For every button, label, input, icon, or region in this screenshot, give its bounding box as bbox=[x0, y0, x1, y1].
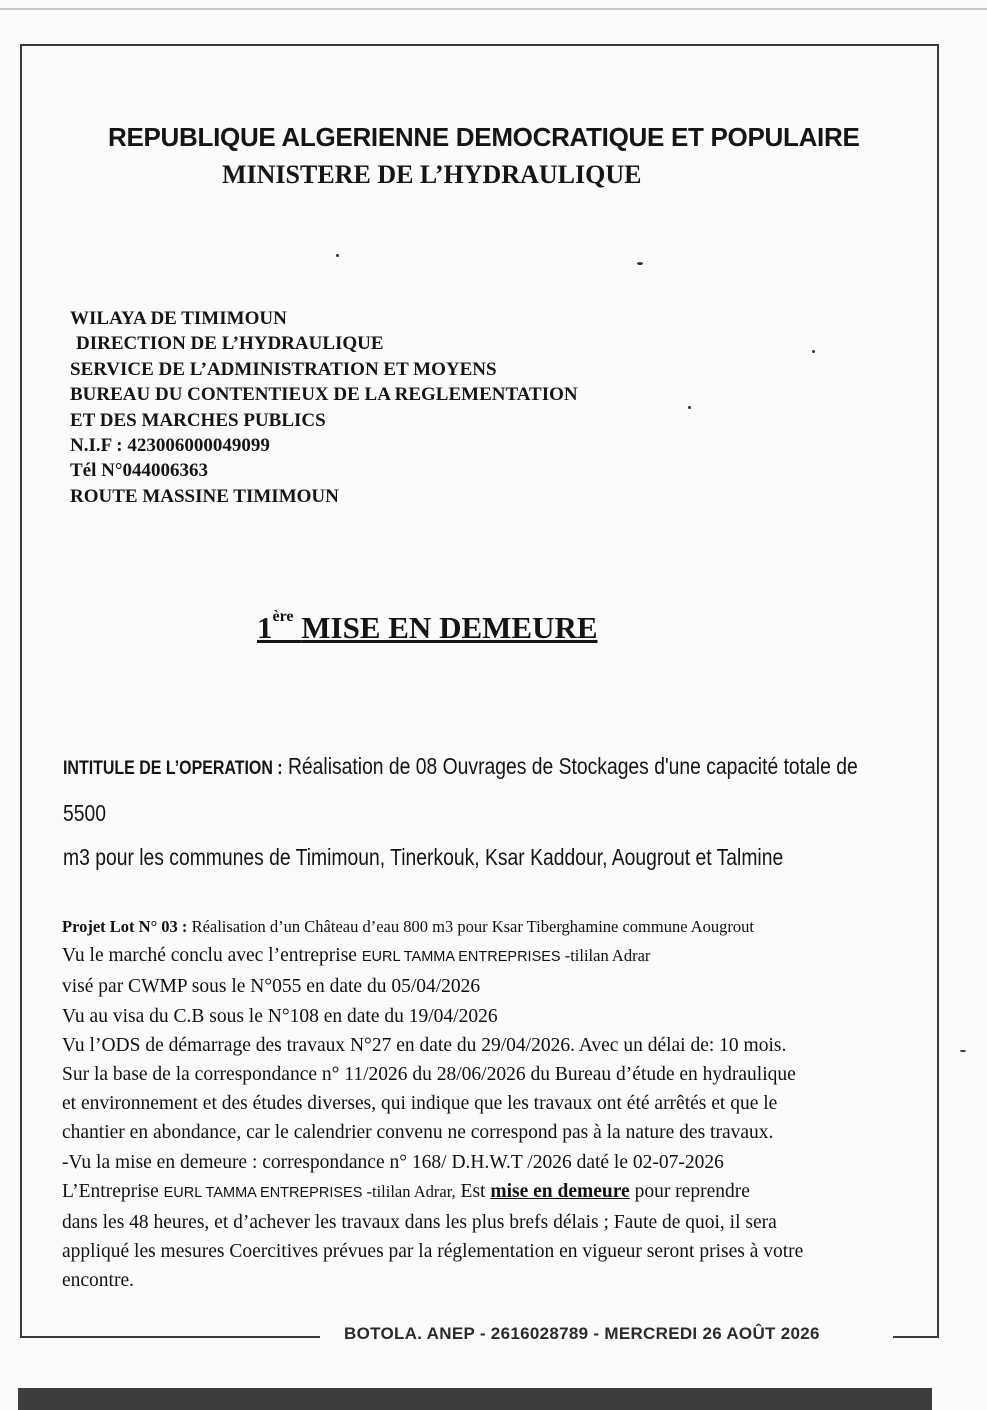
body-line-9f: pour reprendre bbox=[629, 1180, 750, 1202]
scan-speck bbox=[812, 350, 815, 353]
operation-label: INTITULE DE L’OPERATION : bbox=[63, 758, 283, 779]
body-line-10: dans les 48 heures, et d’achever les travaux dans les plus brefs délais ; Faute de quoi, il sera bbox=[62, 1212, 777, 1234]
route-line: ROUTE MASSINE TIMIMOUN bbox=[70, 485, 339, 507]
company-name-2: EURL TAMMA ENTREPRISES bbox=[163, 1184, 363, 1201]
scan-speck bbox=[336, 254, 339, 257]
operation-line-1: Réalisation de 08 Ouvrages de Stockages d'une capacité totale de 5500 bbox=[63, 753, 858, 826]
document-title bbox=[257, 610, 598, 646]
body-line-7: chantier en abondance, car le calendrier convenu ne correspond pas à la nature des travaux. bbox=[62, 1122, 774, 1144]
body-line-8: -Vu la mise en demeure : correspondance n° 168/ D.H.W.T /2026 daté le 02-07-2026 bbox=[62, 1151, 724, 1173]
scan-speck bbox=[960, 1050, 966, 1052]
body-line-1a: Vu le marché conclu avec l’entreprise bbox=[62, 945, 362, 967]
nif-line: N.I.F : 423006000049099 bbox=[70, 434, 270, 456]
sender-address-block bbox=[70, 306, 578, 509]
body-line-5: Sur la base de la correspondance n° 11/2026 du 28/06/2026 du Bureau d’étude en hydraulique bbox=[62, 1064, 796, 1086]
body-line-4: Vu l’ODS de démarrage des travaux N°27 en date du 29/04/2026. Avec un délai de: 10 mois. bbox=[62, 1034, 787, 1056]
republic-heading: REPUBLIQUE ALGERIENNE DEMOCRATIQUE ET POPULAIRE bbox=[108, 122, 860, 152]
ministry-heading: MINISTERE DE L’HYDRAULIQUE bbox=[222, 160, 642, 189]
company-location-2: -tililan Adrar, bbox=[362, 1181, 456, 1201]
scan-top-edge bbox=[0, 8, 987, 10]
service-line: SERVICE DE L’ADMINISTRATION ET MOYENS bbox=[70, 358, 497, 380]
wilaya-line: WILAYA DE TIMIMOUN bbox=[70, 308, 287, 329]
operation-heading bbox=[63, 744, 903, 879]
bureau-line: BUREAU DU CONTENTIEUX DE LA REGLEMENTATION bbox=[70, 384, 578, 406]
publication-footer: BOTOLA. ANEP - 2616028789 - MERCREDI 26 AOÛT 2026 bbox=[344, 1324, 820, 1343]
tel-line: Tél N°044006363 bbox=[70, 460, 208, 482]
operation-line-2: m3 pour les communes de Timimoun, Tinerkouk, Ksar Kaddour, Aougrout et Talmine bbox=[63, 844, 784, 870]
body-line-12: encontre. bbox=[62, 1270, 135, 1292]
body-line-9d: Est bbox=[455, 1180, 491, 1202]
body-line-3: Vu au visa du C.B sous le N°108 en date du 19/04/2026 bbox=[62, 1005, 498, 1027]
scan-bottom-band bbox=[18, 1388, 932, 1410]
company-location: -tililan Adrar bbox=[560, 946, 651, 966]
title-ordinal-suffix: ère bbox=[272, 608, 294, 625]
body-line-9 bbox=[62, 1177, 803, 1208]
body-line-9a: L’Entreprise bbox=[62, 1180, 164, 1202]
body-line-1 bbox=[62, 941, 803, 972]
footer-rule-right bbox=[893, 1336, 937, 1338]
letter-body bbox=[62, 912, 803, 1296]
body-line-2: visé par CWMP sous le N°055 en date du 05/04/2026 bbox=[62, 976, 481, 998]
body-line-11: appliqué les mesures Coercitives prévues par la réglementation en vigueur seront prises à votre bbox=[62, 1241, 804, 1263]
title-text: MISE EN DEMEURE bbox=[301, 610, 598, 645]
company-name: EURL TAMMA ENTREPRISES bbox=[361, 949, 561, 966]
mise-en-demeure-emphasis: mise en demeure bbox=[490, 1180, 630, 1202]
bureau-line-2: ET DES MARCHES PUBLICS bbox=[70, 409, 326, 431]
projet-text: Réalisation d’un Château d’eau 800 m3 pour Ksar Tiberghamine commune Aougrout bbox=[191, 917, 754, 936]
footer-rule-left bbox=[20, 1336, 320, 1338]
title-ordinal: 1 bbox=[257, 610, 273, 645]
scan-speck bbox=[688, 406, 691, 409]
direction-line: DIRECTION DE L’HYDRAULIQUE bbox=[76, 333, 384, 355]
body-line-6: et environnement et des études diverses, qui indique que les travaux ont été arrêtés et que le bbox=[62, 1093, 778, 1115]
projet-label: Projet Lot N° 03 : bbox=[62, 917, 188, 936]
scan-speck bbox=[637, 262, 643, 265]
